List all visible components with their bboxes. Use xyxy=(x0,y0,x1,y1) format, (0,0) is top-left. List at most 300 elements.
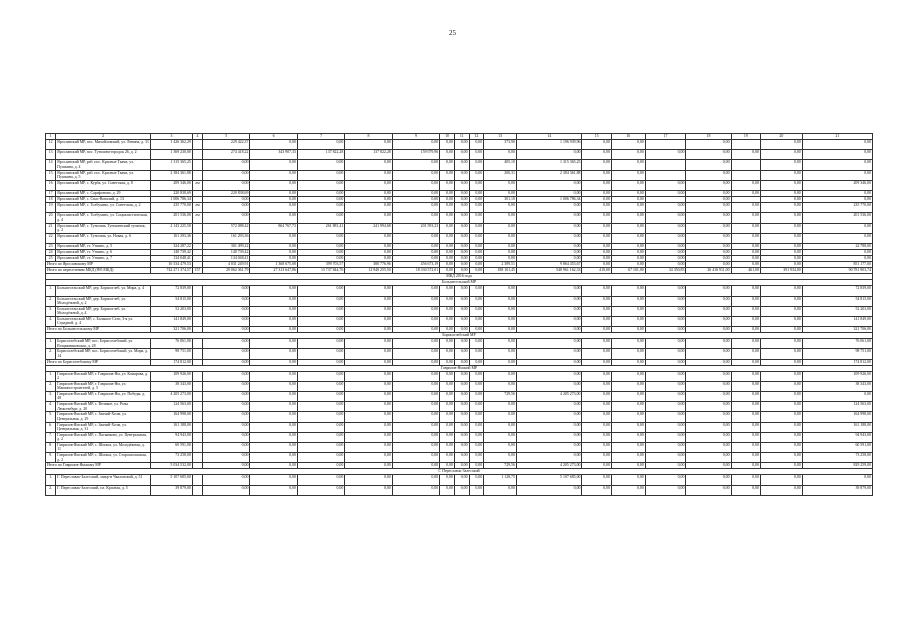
table-row xyxy=(46,381,873,391)
table-row xyxy=(46,160,873,170)
value-cell: 0,00 xyxy=(760,296,802,306)
table-row xyxy=(46,150,873,160)
address-cell: Гаврилов-Ямский МР, г. Гаврилов-Ям, ул. Машиностроителей, д. 5 xyxy=(56,381,151,391)
value-cell: 0,00 xyxy=(484,286,517,296)
address-cell: Гаврилов-Ямский МР, с. Шопша, ул. Старошопшская, д. 2 xyxy=(56,453,151,463)
value-cell: 0,00 xyxy=(250,475,297,485)
table-row xyxy=(46,180,873,190)
value-cell: 0,00 xyxy=(469,485,484,495)
value-cell: 0,00 xyxy=(686,213,731,223)
value-cell: 0,00 xyxy=(686,296,731,306)
value-cell: 0,00 xyxy=(345,190,392,196)
value-cell: 0,00 xyxy=(297,286,344,296)
value-cell: 0,00 xyxy=(454,223,469,233)
table-row xyxy=(46,286,873,296)
value-cell: 0,00 xyxy=(484,233,517,243)
value-cell: 0,00 xyxy=(203,306,250,316)
address-cell: Ярославский МР, пос. Михайловский, ул. Ленина, д. 31 xyxy=(56,140,151,150)
value-cell: 0,00 xyxy=(645,203,686,213)
row-number: 24 xyxy=(46,249,56,255)
value-cell: 0,00 xyxy=(297,349,344,359)
value-cell: 4 205 273,00 xyxy=(151,392,193,402)
value-cell: 0,00 xyxy=(469,197,484,203)
value-cell: 0,00 xyxy=(582,412,611,422)
table-row xyxy=(46,339,873,349)
value-cell: 0,00 xyxy=(484,485,517,495)
value-cell: 0,00 xyxy=(345,160,392,170)
value-cell: 0,00 xyxy=(802,150,872,160)
address-cell: Большесельский МР, дер. Борисоглеб, ул. Молодёжной, д. 4 xyxy=(56,306,151,316)
value-cell: 0,00 xyxy=(686,197,731,203)
table-row xyxy=(46,203,873,213)
total-value-cell: 0,00 xyxy=(203,327,250,333)
value-cell: 0,00 xyxy=(802,392,872,402)
value-cell: 0,00 xyxy=(469,381,484,391)
value-cell: 0,00 xyxy=(392,140,439,150)
value-cell: 0,00 xyxy=(731,243,760,249)
value-cell: 0,00 xyxy=(611,233,645,243)
column-number-cell: 12 xyxy=(469,134,484,140)
section-title-cell: МКД 2016 года xyxy=(46,274,873,280)
value-cell: 0,00 xyxy=(484,306,517,316)
value-cell: 0,00 xyxy=(645,223,686,233)
total-value-cell: 0,00 xyxy=(203,463,250,469)
value-cell: 0,00 xyxy=(686,223,731,233)
value-cell: 0,00 xyxy=(250,485,297,495)
value-cell: 1 315 365,25 xyxy=(516,160,582,170)
value-cell xyxy=(731,140,760,150)
total-value-cell: 0,00 xyxy=(440,463,455,469)
value-cell: лм xyxy=(192,180,202,190)
value-cell: 0,00 xyxy=(392,381,439,391)
value-cell: 0,00 xyxy=(516,402,582,412)
value-cell: 0,00 xyxy=(484,381,517,391)
total-value-cell: 0,00 xyxy=(345,359,392,365)
total-value-cell: 9 864 453,67 xyxy=(516,262,582,268)
value-cell: 0,00 xyxy=(516,339,582,349)
value-cell: 0,00 xyxy=(250,381,297,391)
value-cell: 0,00 xyxy=(297,402,344,412)
address-cell: Большесельский МР, дер. Борисоглеб, ул. Мира, д. 4 xyxy=(56,286,151,296)
value-cell: 0,00 xyxy=(582,243,611,249)
value-cell: 0,00 xyxy=(645,485,686,495)
total-value-cell: 0,00 xyxy=(686,359,731,365)
total-value-cell: 851 177,00 xyxy=(802,262,872,268)
value-cell: 0,00 xyxy=(454,296,469,306)
value-cell: 0,00 xyxy=(203,432,250,442)
column-number-cell: 11 xyxy=(454,134,469,140)
value-cell: 0,00 xyxy=(484,256,517,262)
value-cell: 0,00 xyxy=(582,422,611,432)
value-cell: 0,00 xyxy=(203,412,250,422)
value-cell: 0,00 xyxy=(516,442,582,452)
value-cell: 0,00 xyxy=(484,422,517,432)
value-cell: 0,00 xyxy=(297,339,344,349)
value-cell: 0,00 xyxy=(731,475,760,485)
total-value-cell: 188 101,45 xyxy=(484,268,517,274)
total-value-cell: 29 062 361,79 xyxy=(203,268,250,274)
value-cell: 0,00 xyxy=(645,150,686,160)
value-cell: 274 418,22 xyxy=(203,150,250,160)
total-value-cell: 67 101,00 xyxy=(611,268,645,274)
value-cell: 0,00 xyxy=(582,140,611,150)
value-cell: 0,00 xyxy=(440,249,455,255)
value-cell: 0,00 xyxy=(203,442,250,452)
page-number: 25 xyxy=(449,29,456,37)
value-cell: 0,00 xyxy=(392,249,439,255)
value-cell: 0,00 xyxy=(297,422,344,432)
value-cell: 1 006 786,34 xyxy=(151,197,193,203)
table-row xyxy=(46,170,873,180)
total-value-cell: 380 776,96 xyxy=(345,262,392,268)
value-cell: 0,00 xyxy=(454,392,469,402)
value-cell: 0,00 xyxy=(469,296,484,306)
row-number: 21 xyxy=(46,223,56,233)
address-cell: Ярославский МР, с. Спас-Виталий, д. 13 xyxy=(56,197,151,203)
value-cell: 0,00 xyxy=(760,432,802,442)
value-cell: 0,00 xyxy=(611,160,645,170)
value-cell: 0,00 xyxy=(440,339,455,349)
total-value-cell: 0,00 xyxy=(582,327,611,333)
value-cell: 0,00 xyxy=(392,286,439,296)
value-cell: 0,00 xyxy=(484,432,517,442)
value-cell: 0,00 xyxy=(250,296,297,306)
total-value-cell: 0,00 xyxy=(516,359,582,365)
value-cell: 161 188,00 xyxy=(151,422,193,432)
value-cell: 0,00 xyxy=(686,402,731,412)
value-cell: 0,00 xyxy=(297,453,344,463)
value-cell: 0,00 xyxy=(516,180,582,190)
value-cell: 0,00 xyxy=(645,180,686,190)
row-number: 2. xyxy=(46,381,56,391)
value-cell: 0,00 xyxy=(611,392,645,402)
value-cell: 0,00 xyxy=(440,371,455,381)
value-cell: 0,00 xyxy=(345,213,392,223)
total-value-cell: 0,00 xyxy=(469,327,484,333)
value-cell: 0,00 xyxy=(345,475,392,485)
value-cell: 0,00 xyxy=(203,485,250,495)
value-cell: 0,00 xyxy=(731,150,760,160)
address-cell: Ярославский МР, раб. пос. Красные Ткачи, ул. Пушкина, д. 4 xyxy=(56,160,151,170)
row-number: 23 xyxy=(46,243,56,249)
value-cell: 98 751,00 xyxy=(802,349,872,359)
column-number-cell: 17 xyxy=(645,134,686,140)
value-cell: 0,00 xyxy=(516,233,582,243)
value-cell: 0,00 xyxy=(250,213,297,223)
value-cell: 0,00 xyxy=(731,223,760,233)
value-cell: 0,00 xyxy=(760,150,802,160)
column-number-cell: 15 xyxy=(582,134,611,140)
value-cell: 0,00 xyxy=(645,475,686,485)
value-cell: 0,00 xyxy=(484,402,517,412)
row-number: 5. xyxy=(46,412,56,422)
value-cell: 0,00 xyxy=(392,203,439,213)
value-cell: 0,00 xyxy=(250,432,297,442)
value-cell: 0,00 xyxy=(469,243,484,249)
total-label: Итого по Гаврилов-Ямскому МР xyxy=(46,463,151,469)
value-cell: 0,00 xyxy=(469,223,484,233)
value-cell: 0,00 xyxy=(392,339,439,349)
value-cell: 0,00 xyxy=(469,316,484,326)
value-cell: 0,00 xyxy=(297,381,344,391)
value-cell: 0,00 xyxy=(760,422,802,432)
total-value-cell: 0,00 xyxy=(469,262,484,268)
value-cell: 0,00 xyxy=(440,233,455,243)
value-cell: 0,00 xyxy=(645,316,686,326)
column-number-cell: 9 xyxy=(392,134,439,140)
value-cell: 0,00 xyxy=(611,197,645,203)
value-cell: 2 143 225,50 xyxy=(151,223,193,233)
value-cell: 0,00 xyxy=(802,197,872,203)
value-cell: 0,00 xyxy=(686,160,731,170)
value-cell: 241 994,68 xyxy=(345,223,392,233)
address-cell: Ярославский МР, с. Сарафоново, д. 29 xyxy=(56,190,151,196)
address-cell: Ярославский МР, ст. Уткино, д. 5 xyxy=(56,243,151,249)
column-number-cell: 13 xyxy=(484,134,517,140)
value-cell: 0,00 xyxy=(731,306,760,316)
value-cell: 0,00 xyxy=(454,140,469,150)
value-cell: 0,00 xyxy=(731,249,760,255)
value-cell: 0,00 xyxy=(440,392,455,402)
value-cell: 0,00 xyxy=(203,160,250,170)
value-cell: 0,00 xyxy=(469,453,484,463)
address-cell: Борисоглебский МР, пос. Борисоглебский, ул. Вощажниковская, д. 28 xyxy=(56,339,151,349)
column-number-cell: 14 xyxy=(516,134,582,140)
value-cell xyxy=(192,150,202,160)
value-cell xyxy=(192,381,202,391)
value-cell: 0,00 xyxy=(802,140,872,150)
value-cell: 0,00 xyxy=(250,402,297,412)
value-cell: 0,00 xyxy=(582,197,611,203)
value-cell xyxy=(192,422,202,432)
value-cell: 0,00 xyxy=(392,412,439,422)
table-row xyxy=(46,412,873,422)
value-cell: 0,00 xyxy=(611,349,645,359)
value-cell: 0,00 xyxy=(686,442,731,452)
value-cell: 0,00 xyxy=(454,371,469,381)
value-cell: 343 907,33 xyxy=(250,150,297,160)
total-value-cell: 0,00 xyxy=(645,262,686,268)
total-value-cell: 0,00 xyxy=(760,262,802,268)
value-cell: 2 384 361,88 xyxy=(516,170,582,180)
value-cell: 0,00 xyxy=(760,349,802,359)
value-cell: 0,00 xyxy=(802,170,872,180)
total-value-cell: 1 368 675,08 xyxy=(250,262,297,268)
value-cell: 0,00 xyxy=(440,381,455,391)
value-cell: 0,00 xyxy=(611,442,645,452)
total-value-cell: 0,00 xyxy=(469,359,484,365)
value-cell: 0,00 xyxy=(516,223,582,233)
value-cell: 0,00 xyxy=(802,256,872,262)
row-number: 4. xyxy=(46,316,56,326)
value-cell: 0,00 xyxy=(731,190,760,196)
value-cell: 0,00 xyxy=(440,316,455,326)
value-cell: 200,31 xyxy=(484,170,517,180)
value-cell: 201 536,00 xyxy=(802,213,872,223)
value-cell: 0,00 xyxy=(484,243,517,249)
value-cell xyxy=(192,306,202,316)
value-cell: 5 107 685,00 xyxy=(516,475,582,485)
total-value-cell: 0,00 xyxy=(454,268,469,274)
value-cell: 141 849,00 xyxy=(151,316,193,326)
total-value-cell: 34 350,85 xyxy=(645,268,686,274)
value-cell: 0,00 xyxy=(440,213,455,223)
value-cell: 0,00 xyxy=(392,371,439,381)
value-cell: 0,00 xyxy=(516,286,582,296)
value-cell: 0,00 xyxy=(440,223,455,233)
value-cell: 0,00 xyxy=(516,256,582,262)
value-cell: 0,00 xyxy=(392,475,439,485)
total-value-cell: 0,00 xyxy=(484,327,517,333)
value-cell: 0,00 xyxy=(686,381,731,391)
value-cell: 0,00 xyxy=(454,432,469,442)
value-cell: 0,00 xyxy=(582,432,611,442)
value-cell: 0,00 xyxy=(760,475,802,485)
value-cell: 0,00 xyxy=(611,371,645,381)
value-cell: 0,00 xyxy=(611,286,645,296)
total-value-cell: 0,00 xyxy=(392,359,439,365)
value-cell: 0,00 xyxy=(760,381,802,391)
table-row xyxy=(46,140,873,150)
total-value-cell: 0,00 xyxy=(297,327,344,333)
value-cell: 140 739,42 xyxy=(151,249,193,255)
value-cell: лм xyxy=(192,203,202,213)
value-cell: 164 998,00 xyxy=(151,412,193,422)
row-number: 15 xyxy=(46,170,56,180)
value-cell: 405,10 xyxy=(484,160,517,170)
value-cell: 0,00 xyxy=(582,256,611,262)
value-cell: 0,00 xyxy=(802,249,872,255)
value-cell: 0,00 xyxy=(297,233,344,243)
value-cell: 0,00 xyxy=(250,412,297,422)
value-cell: 0,00 xyxy=(645,339,686,349)
address-cell: Гаврилов-Ямский МР, с. Пасынково, ул. Центральная, д. 2 xyxy=(56,432,151,442)
value-cell: 0,00 xyxy=(731,180,760,190)
value-cell: 0,00 xyxy=(731,422,760,432)
value-cell: 0,00 xyxy=(440,197,455,203)
value-cell: 0,00 xyxy=(611,213,645,223)
value-cell: 0,00 xyxy=(645,249,686,255)
value-cell: 0,00 xyxy=(345,249,392,255)
value-cell: 0,00 xyxy=(469,203,484,213)
value-cell: 0,00 xyxy=(392,243,439,249)
address-cell: Гаврилов-Ямский МР, с. Шопша, ул. Молодёжная, д. 11 xyxy=(56,442,151,452)
value-cell xyxy=(192,371,202,381)
value-cell: 0,00 xyxy=(250,140,297,150)
value-cell: 0,00 xyxy=(516,349,582,359)
value-cell xyxy=(192,392,202,402)
total-value-cell: 0,00 xyxy=(440,262,455,268)
row-number: 22 xyxy=(46,233,56,243)
value-cell: 0,00 xyxy=(392,296,439,306)
total-value-cell: 0,00 xyxy=(484,359,517,365)
total-value-cell: 174 812,00 xyxy=(802,359,872,365)
value-cell: 0,00 xyxy=(686,349,731,359)
address-cell: Г. Переславль-Залесский, пл. Красная, д. 5 xyxy=(56,485,151,495)
address-cell: Ярославский МР, ст. Уткино, д. 6 xyxy=(56,249,151,255)
column-number-cell: 18 xyxy=(686,134,731,140)
value-cell: 0,00 xyxy=(611,190,645,196)
value-cell: 73 258,00 xyxy=(802,453,872,463)
value-cell: 140 739,42 xyxy=(203,249,250,255)
value-cell: 0,00 xyxy=(454,485,469,495)
value-cell: 0,00 xyxy=(731,485,760,495)
table-row xyxy=(46,233,873,243)
value-cell: 0,00 xyxy=(469,170,484,180)
value-cell: 0,00 xyxy=(645,412,686,422)
value-cell: 0,00 xyxy=(611,306,645,316)
value-cell: 0,00 xyxy=(582,213,611,223)
value-cell: 0,00 xyxy=(469,422,484,432)
value-cell: 0,00 xyxy=(484,442,517,452)
value-cell xyxy=(645,160,686,170)
value-cell: 0,00 xyxy=(760,160,802,170)
value-cell: 0,00 xyxy=(392,197,439,203)
value-cell: 0,00 xyxy=(686,203,731,213)
value-cell: 0,00 xyxy=(454,180,469,190)
value-cell: 0,00 xyxy=(686,371,731,381)
value-cell: 0,00 xyxy=(345,371,392,381)
row-number: 2. xyxy=(46,296,56,306)
value-cell: 0,00 xyxy=(686,190,731,196)
value-cell: 0,00 xyxy=(469,412,484,422)
value-cell: 0,00 xyxy=(582,223,611,233)
value-cell: 0,00 xyxy=(611,150,645,160)
address-cell: Ярославский МР, с. Толбухино, ул. Советская, д. 2 xyxy=(56,203,151,213)
value-cell: 0,00 xyxy=(297,306,344,316)
value-cell xyxy=(192,160,202,170)
total-value-cell: 0,00 xyxy=(760,463,802,469)
value-cell: 0,00 xyxy=(582,349,611,359)
value-cell: 0,00 xyxy=(250,233,297,243)
total-label: Итого по переселению МКД (895 МКД) xyxy=(46,268,151,274)
value-cell: 0,00 xyxy=(203,371,250,381)
total-label: Итого по Ярославскому МР xyxy=(46,262,151,268)
value-cell: 0,00 xyxy=(297,213,344,223)
total-value-cell: 0,00 xyxy=(611,359,645,365)
value-cell: 0,00 xyxy=(760,371,802,381)
value-cell: 0,00 xyxy=(392,432,439,442)
value-cell: 0,00 xyxy=(297,203,344,213)
value-cell xyxy=(192,442,202,452)
value-cell xyxy=(192,286,202,296)
value-cell: 0,00 xyxy=(484,349,517,359)
total-value-cell: 0,00 xyxy=(582,359,611,365)
value-cell: 0,00 xyxy=(469,150,484,160)
value-cell: 0,00 xyxy=(582,150,611,160)
value-cell: 0,00 xyxy=(760,442,802,452)
value-cell: 0,00 xyxy=(392,306,439,316)
table-row xyxy=(46,432,873,442)
value-cell: 0,00 xyxy=(454,150,469,160)
row-number: 8. xyxy=(46,442,56,452)
total-value-cell: 0,00 xyxy=(731,359,760,365)
total-value-cell: 0,00 xyxy=(203,359,250,365)
value-cell: 0,00 xyxy=(297,316,344,326)
value-cell: 0,00 xyxy=(250,180,297,190)
value-cell: 124 563,00 xyxy=(151,402,193,412)
value-cell: 0,00 xyxy=(392,392,439,402)
total-value-cell: 0,00 xyxy=(516,327,582,333)
value-cell: 201 536,00 xyxy=(151,213,193,223)
value-cell: 0,00 xyxy=(392,180,439,190)
value-cell: 0,00 xyxy=(516,381,582,391)
value-cell: 0,00 xyxy=(203,316,250,326)
value-cell: 0,00 xyxy=(345,296,392,306)
value-cell: 60 591,00 xyxy=(151,442,193,452)
value-cell: 0,00 xyxy=(516,485,582,495)
district-heading-cell: Гаврилов-Ямский МР xyxy=(46,365,873,371)
